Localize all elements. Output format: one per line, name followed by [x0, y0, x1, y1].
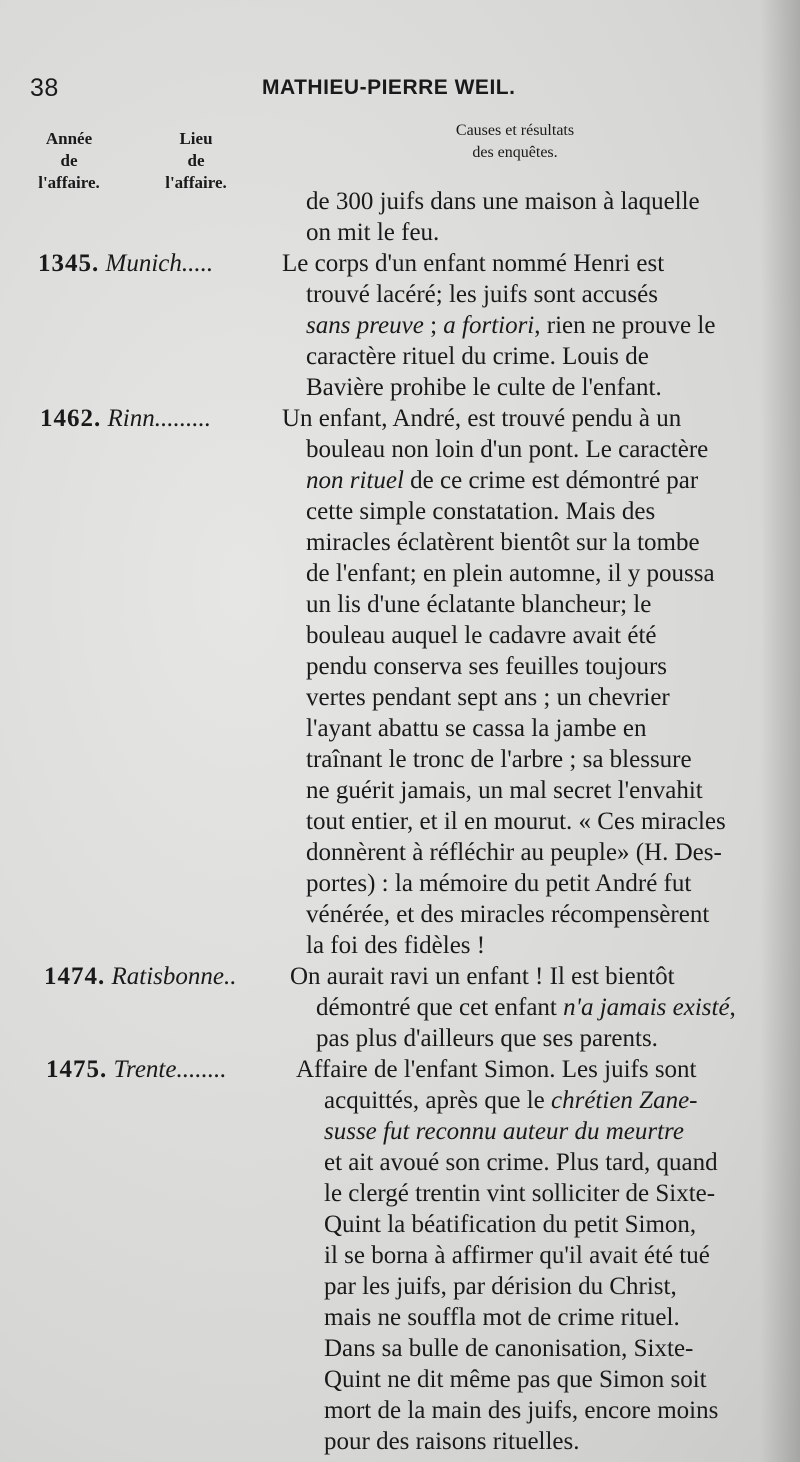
entry-label [38, 250, 213, 278]
column-header-place-line: l'affaire. [165, 173, 227, 192]
text-line: Bavière prohibe le culte de l'enfant. [306, 374, 662, 401]
text-line: bouleau non loin d'un pont. Le caractère [306, 436, 709, 463]
text-line: mort de la main des juifs, encore moins [324, 1397, 719, 1424]
text-line: acquittés, après que le chrétien Zane- [324, 1087, 698, 1114]
text-line: donnèrent à réfléchir au peuple» (H. Des- [306, 839, 722, 866]
text-line: un lis d'une éclatante blancheur; le [306, 591, 652, 618]
column-header-place-line: Lieu [179, 129, 213, 148]
entry-place: Trente........ [113, 1056, 227, 1083]
text-line: mais ne souffla mot de crime rituel. [324, 1304, 680, 1331]
text-line: miracles éclatèrent bientôt sur la tombe [306, 529, 700, 556]
entry-place: Munich..... [105, 250, 214, 277]
entry-label [46, 1056, 226, 1084]
text-line: pour des raisons rituelles. [324, 1428, 580, 1455]
text-line: traînant le tronc de l'arbre ; sa blessure [306, 746, 692, 773]
text-line: Quint ne dit même pas que Simon soit [324, 1366, 707, 1393]
text-line: démontré que cet enfant n'a jamais existé, [316, 994, 736, 1021]
text-line: Affaire de l'enfant Simon. Les juifs sont [296, 1056, 697, 1083]
text-line: il se borna à affirmer qu'il avait été tué [324, 1242, 710, 1269]
text-line: sans preuve ; a fortiori, rien ne prouve le [306, 312, 716, 339]
text-line: et ait avoué son crime. Plus tard, quand [324, 1149, 718, 1176]
entry-place: Ratisbonne.. [111, 963, 237, 990]
text-line: vertes pendant sept ans ; un chevrier [306, 684, 670, 711]
text-line: On aurait ravi un enfant ! Il est bientôt [290, 963, 675, 990]
text-line: de l'enfant; en plein automne, il y poussa [306, 560, 715, 587]
column-header-causes-line: des enquêtes. [472, 144, 558, 161]
text-line: la foi des fidèles ! [306, 932, 486, 959]
column-header-year [30, 128, 108, 194]
entry-place: Rinn......... [107, 405, 211, 432]
page-number: 38 [30, 74, 59, 102]
text-line: Quint la béatification du petit Simon, [324, 1211, 697, 1238]
entry-year: 1474. [44, 963, 106, 990]
text-line: susse fut reconnu auteur du meurtre [324, 1118, 684, 1145]
text-line: bouleau auquel le cadavre avait été [306, 622, 657, 649]
text-line: de 300 juifs dans une maison à laquelle [306, 188, 700, 215]
column-header-year-line: Année [45, 129, 93, 148]
text-line: cette simple constatation. Mais des [306, 498, 656, 525]
entry-year: 1345. [38, 250, 100, 277]
column-header-place [150, 128, 242, 194]
text-line: par les juifs, par dérision du Christ, [324, 1273, 677, 1300]
entry-year: 1462. [40, 405, 102, 432]
text-line: pas plus d'ailleurs que ses parents. [316, 1025, 658, 1052]
text-line: pendu conserva ses feuilles toujours [306, 653, 668, 680]
text-line: portes) : la mémoire du petit André fut [306, 870, 692, 897]
text-line: caractère rituel du crime. Louis de [306, 343, 649, 370]
text-line: trouvé lacéré; les juifs sont accusés [306, 281, 658, 308]
column-header-causes-line: Causes et résultats [455, 122, 575, 139]
text-line: Un enfant, André, est trouvé pendu à un [282, 405, 682, 432]
text-line: ne guérit jamais, un mal secret l'envahit [306, 777, 703, 804]
page-edge-shadow [760, 0, 800, 1462]
column-header-causes [420, 120, 610, 164]
column-header-year-line: l'affaire. [38, 173, 100, 192]
entry-label [40, 405, 211, 433]
text-line: on mit le feu. [306, 219, 440, 246]
running-head: MATHIEU-PIERRE WEIL. [262, 76, 516, 99]
text-line: non rituel de ce crime est démontré par [306, 467, 699, 494]
text-line: le clergé trentin vint solliciter de Sixte- [324, 1180, 716, 1207]
text-line: Le corps d'un enfant nommé Henri est [282, 250, 665, 277]
column-header-place-line: de [187, 151, 205, 170]
column-header-year-line: de [60, 151, 78, 170]
text-line: vénérée, et des miracles récompensèrent [306, 901, 710, 928]
text-line: Dans sa bulle de canonisation, Sixte- [324, 1335, 694, 1362]
text-line: l'ayant abattu se cassa la jambe en [306, 715, 647, 742]
entry-year: 1475. [46, 1056, 108, 1083]
text-line: tout entier, et il en mourut. « Ces miracles [306, 808, 726, 835]
entry-label [44, 963, 237, 991]
